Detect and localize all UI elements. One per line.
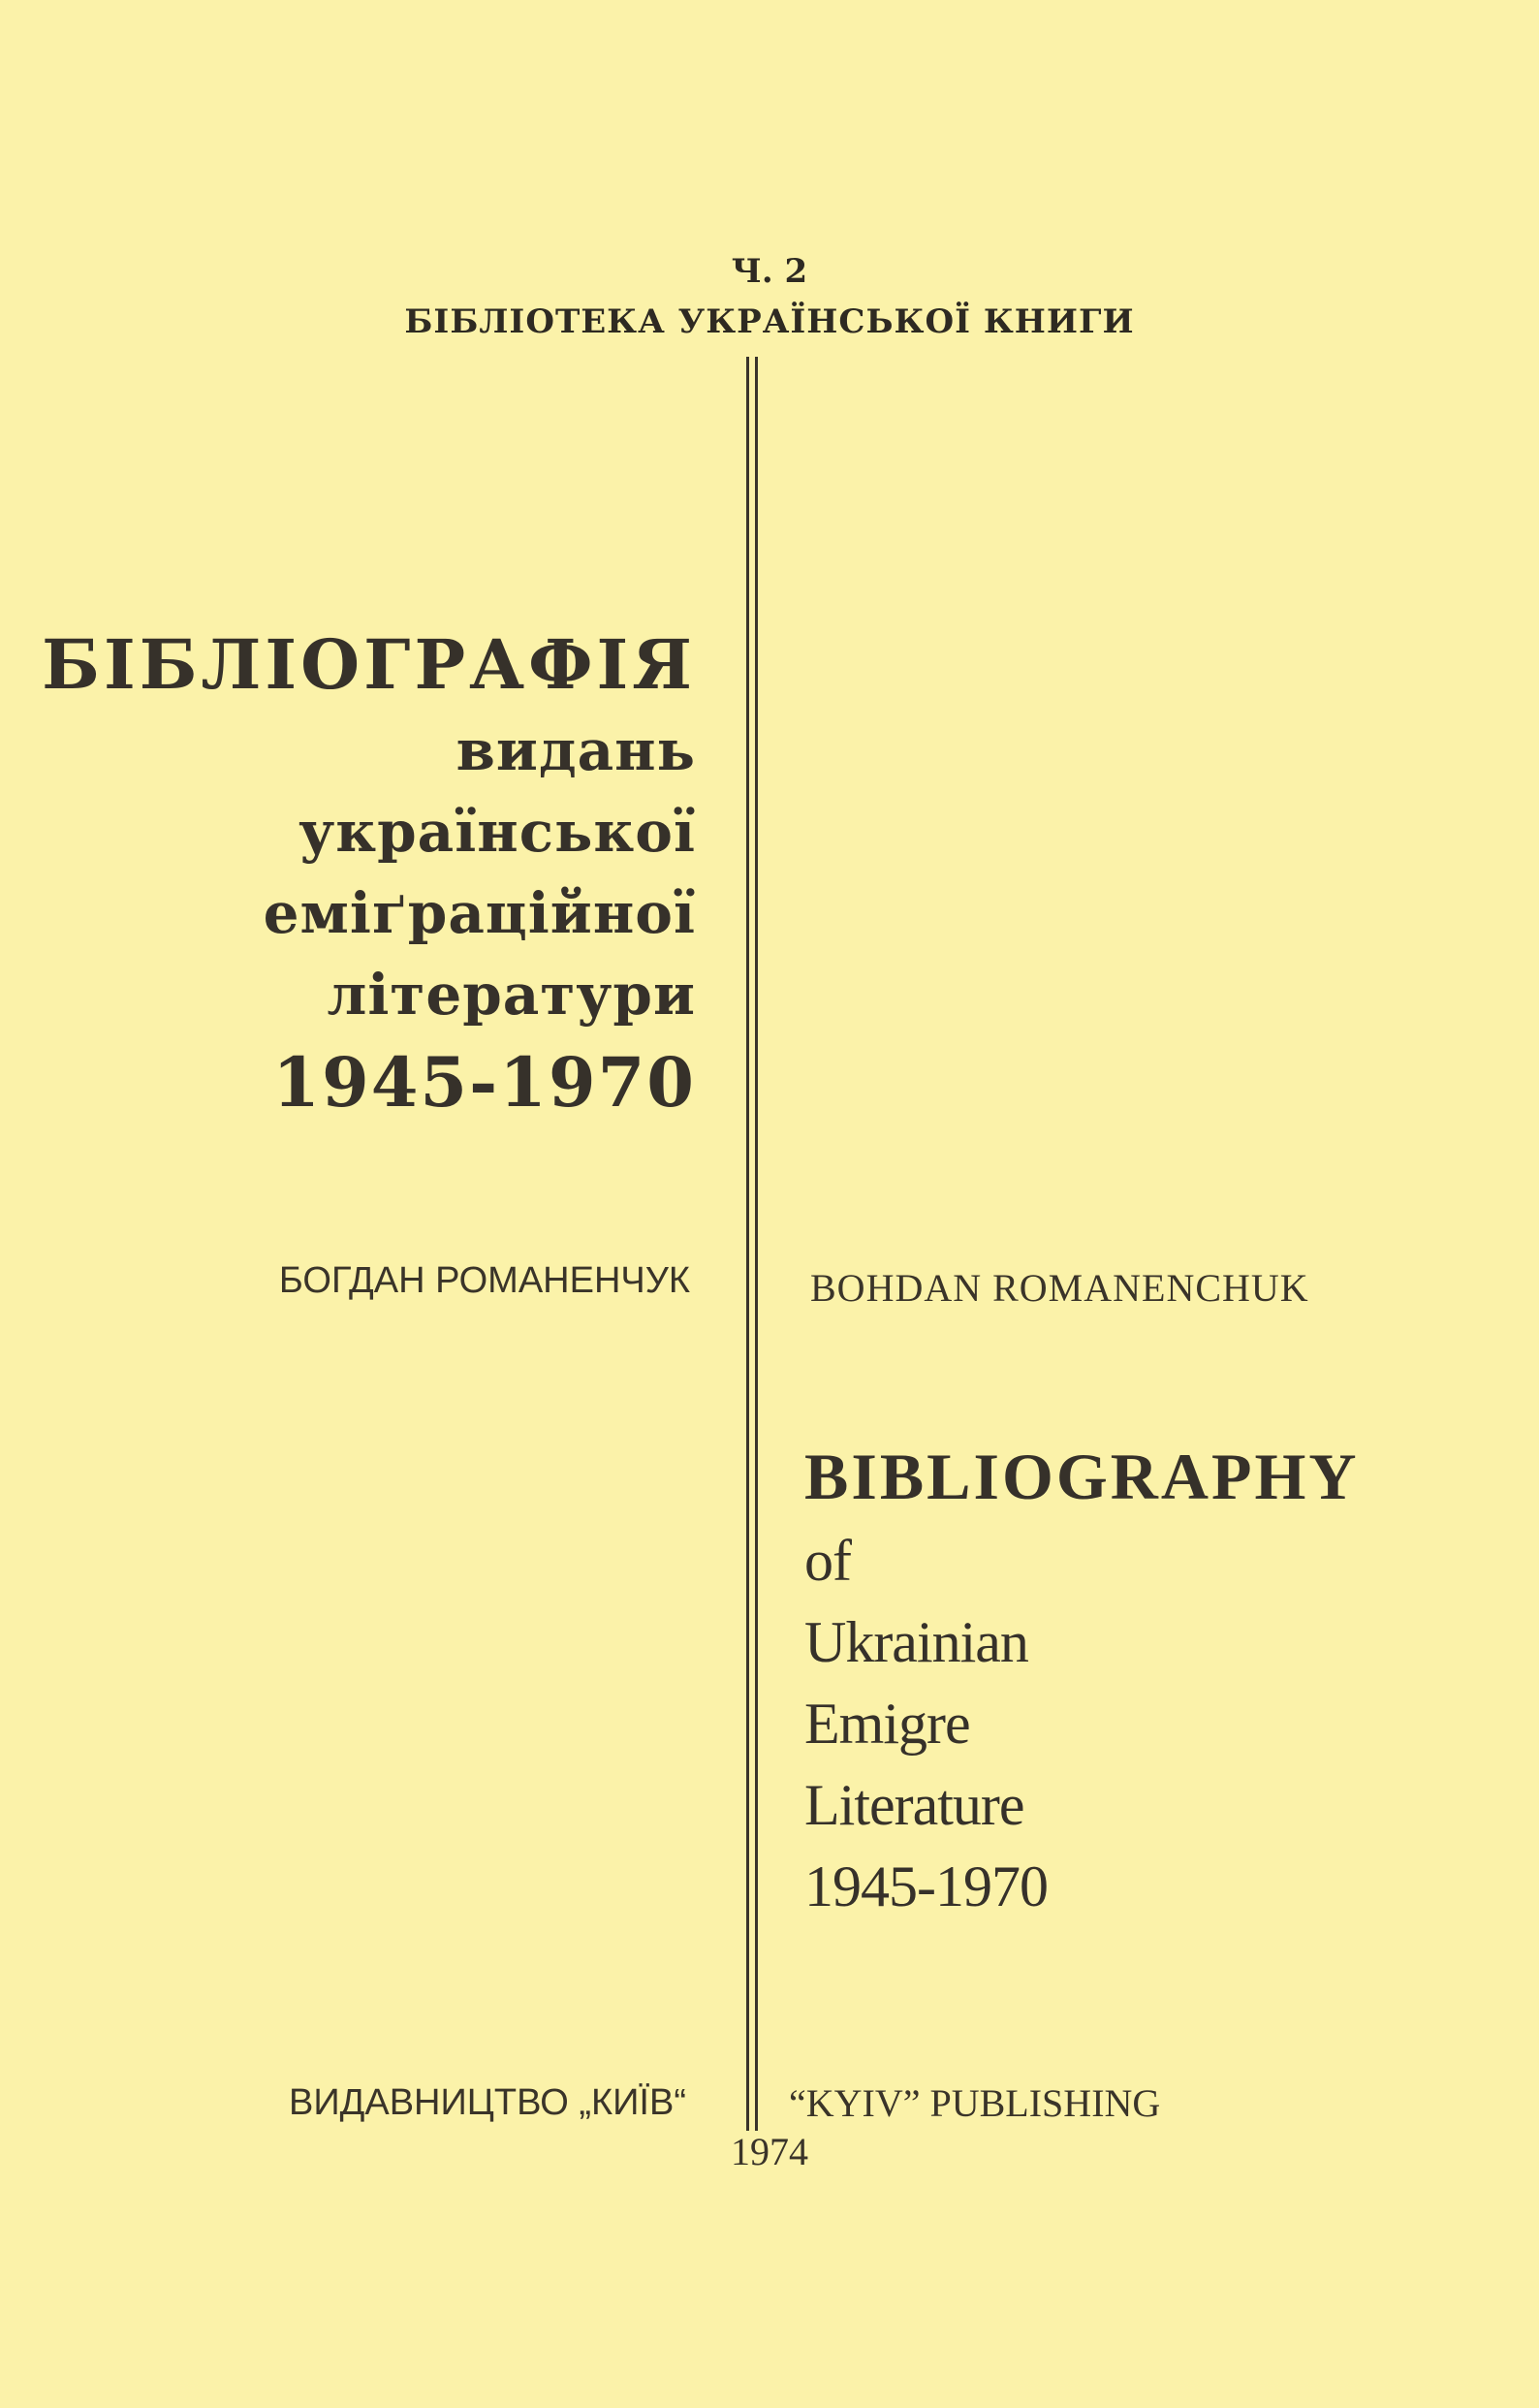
ukrainian-subtitle-line: літератури bbox=[327, 962, 696, 1028]
series-title: БІБЛІОТЕКА УКРАЇНСЬКОЇ КНИГИ bbox=[404, 302, 1135, 341]
english-publisher: “KYIV” PUBLISHING bbox=[789, 2081, 1161, 2125]
english-author: BOHDAN ROMANENCHUK bbox=[810, 1266, 1309, 1310]
ukrainian-subtitle-line: української bbox=[298, 799, 696, 865]
english-subtitle-line: Ukrainian bbox=[804, 1610, 1028, 1674]
english-title-block bbox=[804, 1433, 1360, 1927]
ukrainian-subtitle-line: видань bbox=[455, 717, 696, 783]
ukrainian-title-block bbox=[42, 620, 696, 1130]
english-subtitle-line: Literature bbox=[804, 1773, 1024, 1837]
ukrainian-years: 1945-1970 bbox=[272, 1042, 696, 1123]
ukrainian-publisher: ВИДАВНИЦТВО „КИЇВ“ bbox=[288, 2082, 686, 2123]
publication-year: 1974 bbox=[731, 2130, 808, 2173]
ukrainian-title: БІБЛІОГРАФІЯ bbox=[42, 624, 696, 705]
english-subtitle-line: of bbox=[804, 1529, 851, 1593]
ukrainian-subtitle-line: еміґраційної bbox=[263, 880, 696, 946]
series-number: Ч. 2 bbox=[731, 252, 808, 291]
center-double-rule bbox=[746, 357, 758, 2131]
english-subtitle-line: Emigre bbox=[804, 1692, 970, 1756]
english-title: BIBLIOGRAPHY bbox=[804, 1440, 1360, 1513]
english-years: 1945-1970 bbox=[804, 1854, 1048, 1918]
ukrainian-author: БОГДАН РОМАНЕНЧУК bbox=[278, 1260, 690, 1301]
